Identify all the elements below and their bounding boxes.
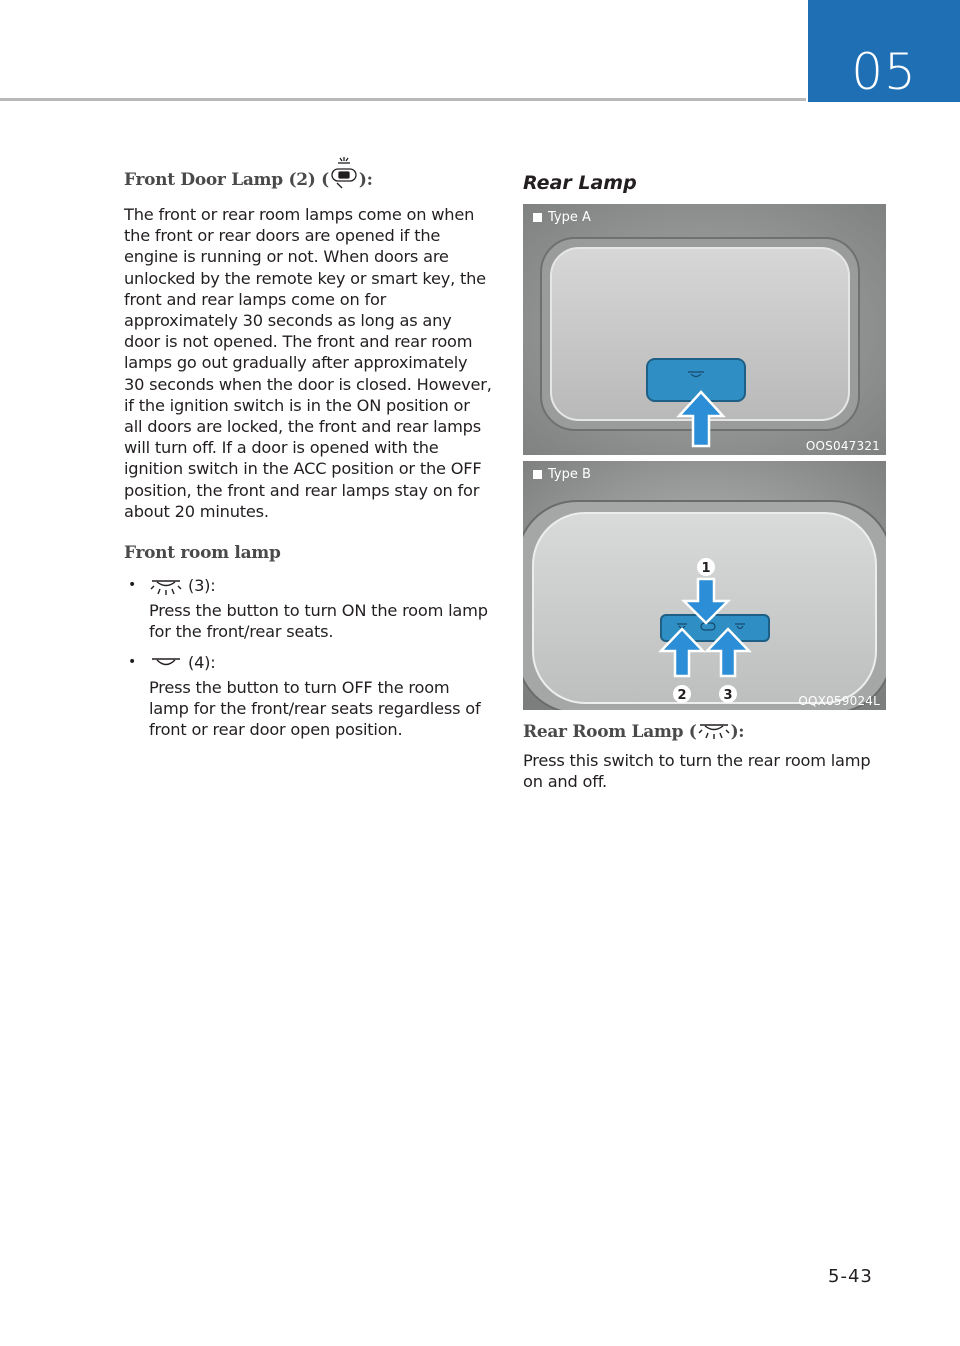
front-door-heading-prefix: Front Door Lamp (2) (: [124, 170, 329, 190]
photo-type-label: [533, 467, 591, 482]
bullet-label: (3):: [187, 576, 216, 596]
bullet-label-row: [149, 575, 492, 596]
svg-text:2: 2: [677, 688, 687, 703]
rear-room-heading-prefix: Rear Room Lamp (: [523, 722, 697, 742]
type-a-text: Type A: [548, 210, 591, 225]
bullet-item: [124, 575, 492, 643]
bullet-label: (4):: [187, 652, 216, 672]
chapter-tab: 05: [808, 0, 960, 102]
front-door-lamp-heading: [124, 170, 492, 194]
bullet-dot: •: [128, 577, 137, 594]
bullet-dot: •: [128, 653, 137, 670]
photo-type-b: [523, 461, 886, 710]
bullet-description: Press the button to turn ON the room lamp for the front/rear seats.: [149, 601, 488, 642]
type-b-text: Type B: [548, 467, 591, 482]
lamp-off-icon: [149, 656, 183, 670]
header-rule: [0, 98, 806, 101]
front-room-lamp-heading: Front room lamp: [124, 543, 281, 564]
rear-room-lamp-text: Press this switch to turn the rear room lamp on and off.: [523, 751, 871, 792]
photo-type-label: [533, 210, 591, 225]
photo-type-a: [523, 204, 886, 455]
rear-room-lamp-heading: [523, 722, 888, 742]
page-number: 5-43: [828, 1266, 873, 1287]
overhead-lamp-type-a-image: [523, 204, 886, 455]
type-square-icon: [533, 470, 542, 479]
rear-lamp-section-title: Rear Lamp: [523, 172, 637, 194]
overhead-lamp-type-b-image: [523, 461, 886, 710]
bullet-item: [124, 652, 492, 741]
photo-code: OQX059024L: [798, 694, 880, 708]
front-door-heading-suffix: ):: [358, 170, 373, 190]
rear-room-heading-suffix: ):: [730, 722, 745, 742]
front-door-lamp-text: The front or rear room lamps come on when the front or rear doors are opened if the engine is running or not. When doors are unlocked by the remote key or smart key, the front and rear lamps come on for approximately 30 seconds as long as any door is not opened. The front and rear room lamps go out gradually after approximately 30 seconds when the door is closed. However, if the ignition switch is in the ON position or all doors are locked, the front and rear lamps will turn off. If a door is opened with the ignition switch in the ACC position or the OFF position, the front and rear lamps stay on for about 20 minutes.: [124, 205, 492, 521]
rear-room-lamp-icon: [697, 722, 731, 740]
photo-code: OOS047321: [805, 439, 880, 453]
door-lamp-icon: [329, 157, 359, 191]
svg-text:3: 3: [723, 688, 733, 703]
left-column: [124, 170, 492, 740]
right-column: [523, 170, 888, 792]
svg-text:1: 1: [701, 561, 711, 576]
lamp-on-icon: [149, 578, 183, 596]
bullet-description: Press the button to turn OFF the room lamp for the front/rear seats regardless of front or rear door open position.: [149, 677, 481, 740]
bullet-label-row: [149, 652, 492, 673]
type-square-icon: [533, 213, 542, 222]
